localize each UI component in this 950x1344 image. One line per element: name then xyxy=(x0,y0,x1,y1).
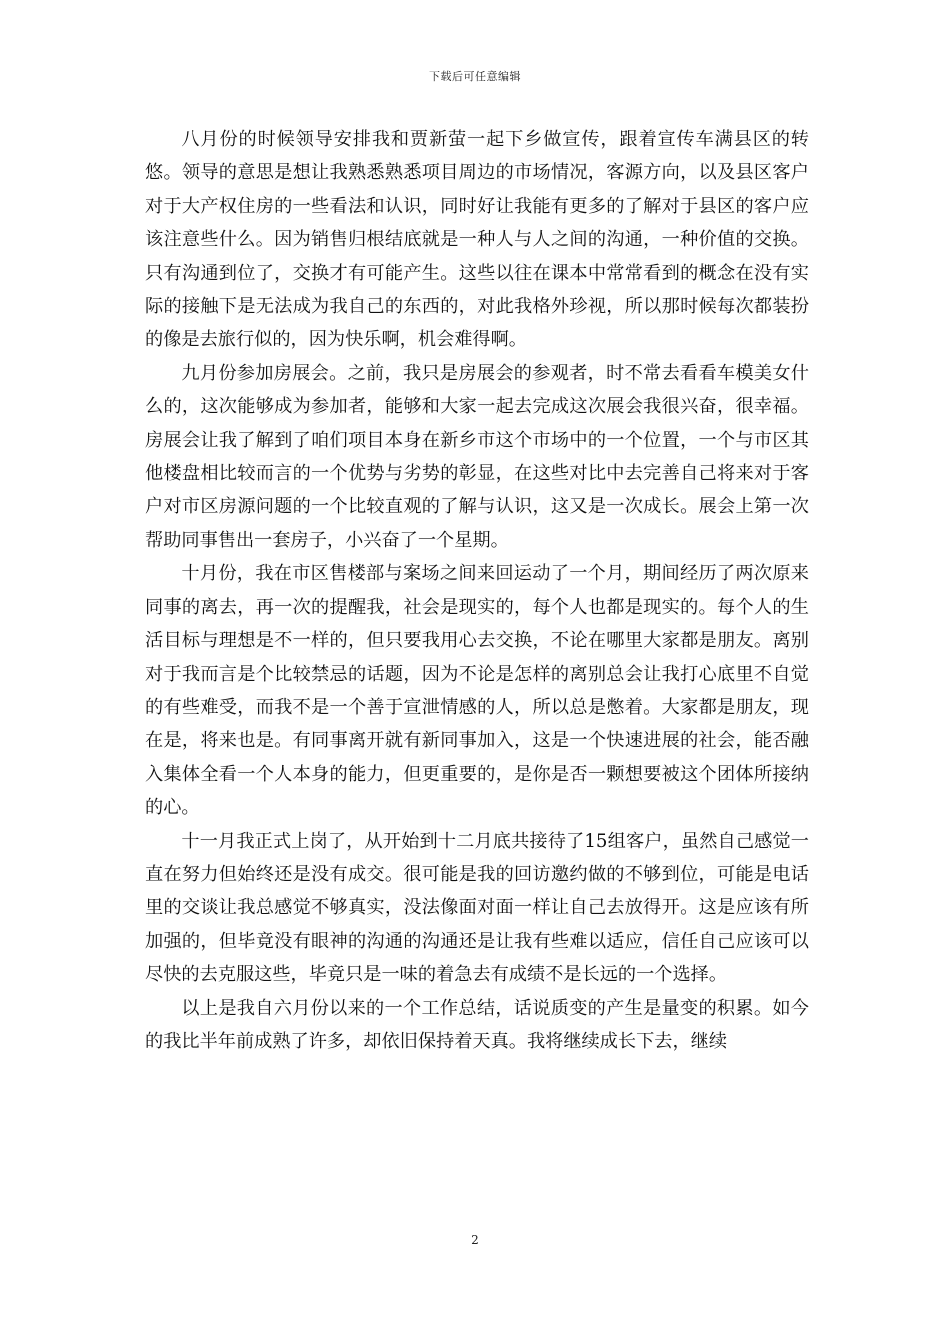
document-body xyxy=(145,123,809,1058)
paragraph-september: 九月份参加房展会。之前，我只是房展会的参观者，时不常去看看车模美女什么的，这次能够成为参加者，能够和大家一起去完成这次展会我很兴奋，很幸福。房展会让我了解到了咱们项目本身在新乡市这个市场中的一个位置，一个与市区其他楼盘相比较而言的一个优势与劣势的彰显，在这些对比中去完善自己将来对于客户对市区房源问题的一个比较直观的了解与认识，这又是一次成长。展会上第一次帮助同事售出一套房子，小兴奋了一个星期。 xyxy=(145,362,809,551)
page-header: 下载后可任意编辑 xyxy=(429,70,521,83)
paragraph-august: 八月份的时候领导安排我和贾新萤一起下乡做宣传，跟着宣传车满县区的转悠。领导的意思是想让我熟悉熟悉项目周边的市场情况，客源方向，以及县区客户对于大产权住房的一些看法和认识，同时好让我能有更多的了解对于县区的客户应该注意些什么。因为销售归根结底就是一种人与人之间的沟通，一种价值的交换。只有沟通到位了，交换才有可能产生。这些以往在课本中常常看到的概念在没有实际的接触下是无法成为我自己的东西的，对此我格外珍视，所以那时候每次都装扮的像是去旅行似的，因为快乐啊，机会难得啊。 xyxy=(145,129,809,351)
page-number: 2 xyxy=(471,1233,479,1247)
paragraph-summary: 以上是我自六月份以来的一个工作总结，话说质变的产生是量变的积累。如今的我比半年前成熟了许多，却依旧保持着天真。我将继续成长下去，继续 xyxy=(145,997,809,1052)
paragraph-november: 十一月我正式上岗了，从开始到十二月底共接待了15组客户，虽然自己感觉一直在努力但始终还是没有成交。很可能是我的回访邀约做的不够到位，可能是电话里的交谈让我总感觉不够真实，没法像面对面一样让自己去放得开。这是应该有所加强的，但毕竟没有眼神的沟通的沟通还是让我有些难以适应，信任自己应该可以尽快的去克服这些，毕竟只是一味的着急去有成绩不是长远的一个选择。 xyxy=(145,830,809,986)
paragraph-october: 十月份，我在市区售楼部与案场之间来回运动了一个月，期间经历了两次原来同事的离去，再一次的提醒我，社会是现实的，每个人也都是现实的。每个人的生活目标与理想是不一样的，但只要我用心去交换，不论在哪里大家都是朋友。离别对于我而言是个比较禁忌的话题，因为不论是怎样的离别总会让我打心底里不自觉的有些难受，而我不是一个善于宣泄情感的人，所以总是憋着。大家都是朋友，现在是，将来也是。有同事离开就有新同事加入，这是一个快速进展的社会，能否融入集体全看一个人本身的能力，但更重要的，是你是否一颗想要被这个团体所接纳的心。 xyxy=(145,563,809,819)
